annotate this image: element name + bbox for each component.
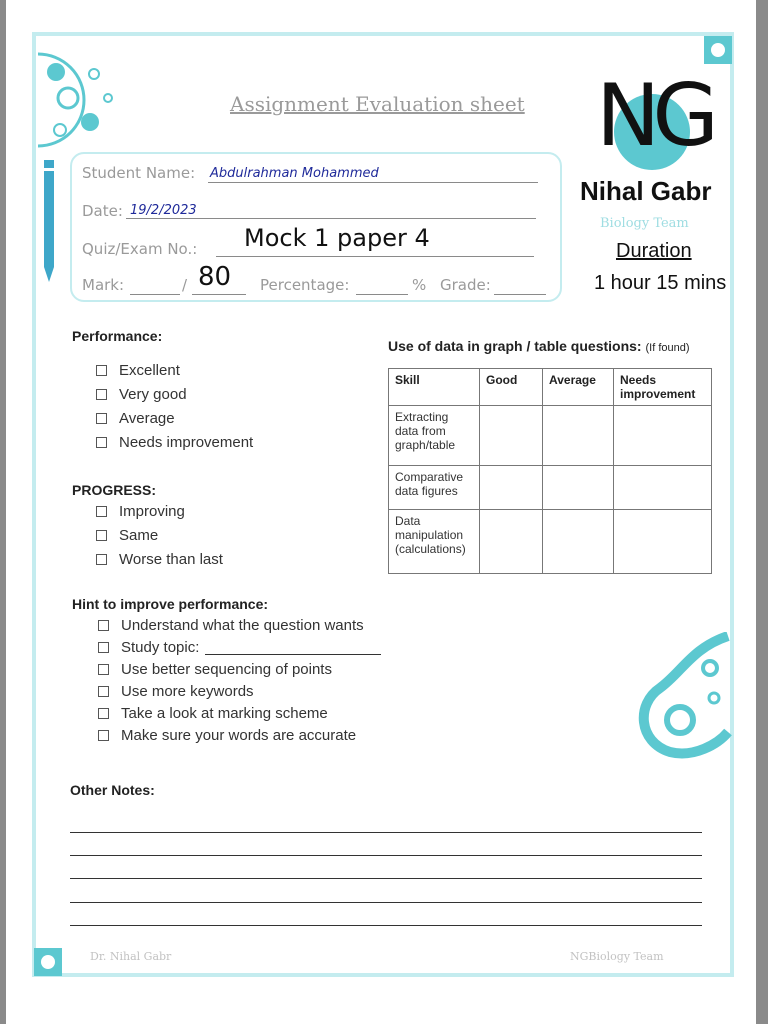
checkbox[interactable] [98,730,109,741]
option-label: Use more keywords [121,682,254,700]
quiz-label: Quiz/Exam No.: [82,240,198,258]
microbe-decoration-icon [34,50,118,150]
table-header: Skill [389,369,480,406]
rating-cell[interactable] [480,510,543,574]
data-use-heading [388,338,690,354]
brand-team: Biology Team [600,216,689,231]
data-use-title: Use of data in graph / table questions: [388,338,642,354]
hint-option[interactable] [98,680,381,702]
hint-option[interactable] [98,658,381,680]
option-label: Study topic: [121,638,200,656]
table-header: Average [543,369,614,406]
checkbox[interactable] [98,686,109,697]
notes-line[interactable] [70,925,702,926]
percentage-line[interactable] [356,294,408,295]
rating-cell[interactable] [480,466,543,510]
gear-decoration-icon [632,632,732,760]
rating-cell[interactable] [543,466,614,510]
mark-label: Mark: [82,276,125,294]
data-use-note: (If found) [645,342,690,354]
option-label: Same [119,526,159,544]
logo-letters: NG [596,66,711,166]
study-topic-line[interactable] [205,640,381,655]
data-skills-table [388,368,712,574]
date-value[interactable]: 19/2/2023 [130,203,197,218]
pencil-icon [42,160,56,284]
option-label: Average [119,409,175,427]
progress-option[interactable] [96,547,223,571]
date-label: Date: [82,202,123,220]
table-row [389,510,712,574]
progress-options [96,499,223,571]
duration-value: 1 hour 15 mins [594,272,727,294]
checkbox[interactable] [96,365,107,376]
mark-total-line [192,294,246,295]
notes-line[interactable] [70,855,702,856]
notes-line[interactable] [70,832,702,833]
option-label: Excellent [119,361,180,379]
notes-line[interactable] [70,878,702,879]
mark-separator: / [182,276,188,294]
mark-total: 80 [198,262,232,292]
checkbox[interactable] [96,554,107,565]
hint-option[interactable] [98,636,381,658]
option-label: Very good [119,385,187,403]
hint-option[interactable] [98,614,381,636]
table-header: Needs improvement [614,369,712,406]
performance-option[interactable] [96,430,253,454]
quiz-line [216,256,534,257]
table-row [389,466,712,510]
hint-option[interactable] [98,702,381,724]
performance-options [96,358,253,454]
option-label: Improving [119,502,185,520]
mark-score-line[interactable] [130,294,180,295]
grade-line[interactable] [494,294,546,295]
percentage-label: Percentage: [260,276,350,294]
checkbox[interactable] [96,437,107,448]
checkbox[interactable] [98,664,109,675]
performance-heading: Performance: [72,328,163,344]
progress-heading: PROGRESS: [72,482,157,498]
notes-heading: Other Notes: [70,782,155,798]
rating-cell[interactable] [543,510,614,574]
hints-heading: Hint to improve performance: [72,596,269,612]
student-name-value[interactable]: Abdulrahman Mohammed [210,166,379,181]
option-label: Worse than last [119,550,223,568]
checkbox[interactable] [96,506,107,517]
date-line [126,218,536,219]
option-label: Make sure your words are accurate [121,726,357,744]
rating-cell[interactable] [614,510,712,574]
percentage-unit: % [412,276,427,294]
footer-right: NGBiology Team [570,950,664,963]
table-header: Good [480,369,543,406]
performance-option[interactable] [96,382,253,406]
hint-option[interactable] [98,724,381,746]
student-name-label: Student Name: [82,164,196,182]
checkbox[interactable] [96,530,107,541]
option-label: Understand what the question wants [121,616,364,634]
skill-cell: Extracting data from graph/table [389,406,480,466]
option-label: Needs improvement [119,433,254,451]
corner-ornament [704,36,732,64]
skill-cell: Comparative data figures [389,466,480,510]
progress-option[interactable] [96,499,223,523]
grade-label: Grade: [440,276,491,294]
rating-cell[interactable] [480,406,543,466]
rating-cell[interactable] [543,406,614,466]
student-name-line [208,182,538,183]
skill-cell: Data manipulation (calculations) [389,510,480,574]
footer-left: Dr. Nihal Gabr [90,950,172,963]
checkbox[interactable] [96,389,107,400]
duration-label: Duration [616,240,692,262]
progress-option[interactable] [96,523,223,547]
checkbox[interactable] [96,413,107,424]
hint-options [98,614,381,746]
table-row [389,406,712,466]
ng-logo [592,66,711,172]
brand-name: Nihal Gabr [580,176,712,206]
checkbox[interactable] [98,620,109,631]
checkbox[interactable] [98,708,109,719]
rating-cell[interactable] [614,406,712,466]
option-label: Take a look at marking scheme [121,704,328,722]
corner-ornament [34,948,62,976]
option-label: Use better sequencing of points [121,660,332,678]
page-title: Assignment Evaluation sheet [230,92,525,116]
notes-line[interactable] [70,902,702,903]
quiz-value[interactable]: Mock 1 paper 4 [244,224,430,252]
performance-option[interactable] [96,358,253,382]
checkbox[interactable] [98,642,109,653]
rating-cell[interactable] [614,466,712,510]
performance-option[interactable] [96,406,253,430]
